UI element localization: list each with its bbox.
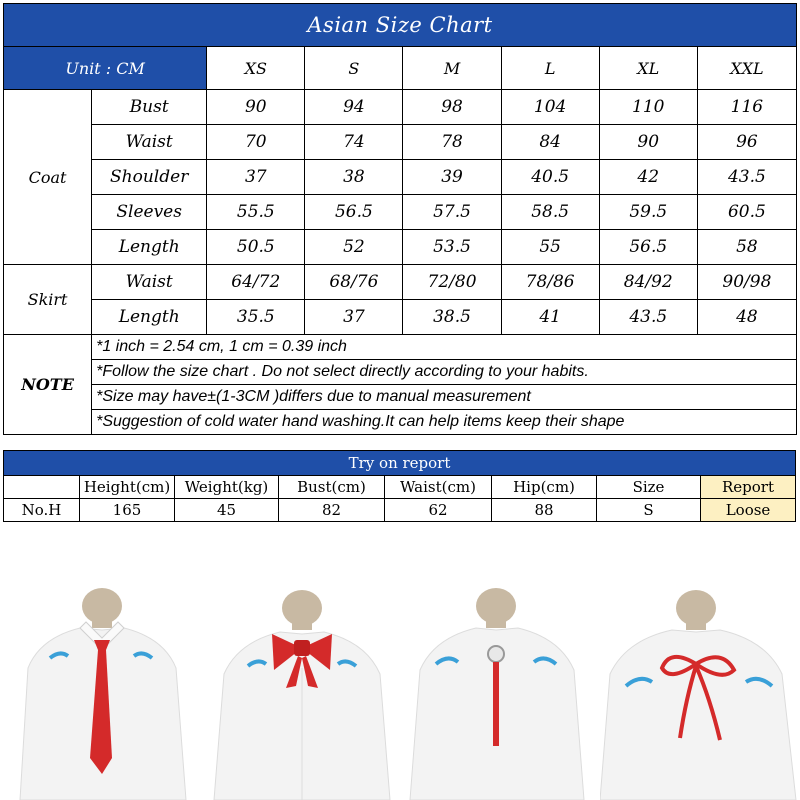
cell-value: 48 <box>697 300 796 335</box>
cell-value: 58 <box>697 230 796 265</box>
row-label: Shoulder <box>92 160 207 195</box>
cell-value: 43.5 <box>599 300 697 335</box>
cell-value: 38.5 <box>403 300 501 335</box>
shirt-with-necktie-icon <box>0 578 200 800</box>
product-photo-necktie <box>0 578 200 800</box>
column-header <box>4 476 80 499</box>
cell-value: 56.5 <box>599 230 697 265</box>
cell-value: 70 <box>207 125 305 160</box>
cell-value: 74 <box>305 125 403 160</box>
cell-value: 57.5 <box>403 195 501 230</box>
size-header: L <box>501 47 599 90</box>
shirt-with-ribbon-bow-icon <box>600 578 800 800</box>
cell-value: 41 <box>501 300 599 335</box>
cell-value: 104 <box>501 90 599 125</box>
cell-value: S <box>597 499 701 522</box>
table-row <box>4 90 797 125</box>
cell-value: 82 <box>279 499 385 522</box>
row-label: Waist <box>92 265 207 300</box>
cell-value: 72/80 <box>403 265 501 300</box>
table-header-row <box>4 476 796 499</box>
cell-value: No.H <box>4 499 80 522</box>
cell-value: 50.5 <box>207 230 305 265</box>
cell-value: 64/72 <box>207 265 305 300</box>
column-header: Weight(kg) <box>175 476 279 499</box>
note-line: *Size may have±(1-3CM )differs due to manual measurement <box>92 385 797 410</box>
cell-value: 52 <box>305 230 403 265</box>
cell-value: 78 <box>403 125 501 160</box>
size-header: M <box>403 47 501 90</box>
note-label: NOTE <box>4 335 92 435</box>
product-photo-bow <box>200 578 400 800</box>
cell-value: 58.5 <box>501 195 599 230</box>
note-line: *Follow the size chart . Do not select directly according to your habits. <box>92 360 797 385</box>
cell-value: 53.5 <box>403 230 501 265</box>
cell-value: 96 <box>697 125 796 160</box>
cell-value: 90 <box>599 125 697 160</box>
size-chart-table <box>3 3 797 435</box>
unit-label: Unit : CM <box>4 47 207 90</box>
column-header: Bust(cm) <box>279 476 385 499</box>
column-header: Height(cm) <box>80 476 175 499</box>
size-header: S <box>305 47 403 90</box>
row-label: Sleeves <box>92 195 207 230</box>
cell-value-report: Loose <box>701 499 796 522</box>
cell-value: 68/76 <box>305 265 403 300</box>
size-header: XS <box>207 47 305 90</box>
row-label: Length <box>92 300 207 335</box>
try-on-report-table <box>3 450 796 522</box>
cell-value: 88 <box>492 499 597 522</box>
cell-value: 116 <box>697 90 796 125</box>
cell-value: 39 <box>403 160 501 195</box>
cell-value: 90/98 <box>697 265 796 300</box>
cell-value: 43.5 <box>697 160 796 195</box>
cell-value: 38 <box>305 160 403 195</box>
group-label-skirt: Skirt <box>4 265 92 335</box>
shirt-with-bow-icon <box>200 578 400 800</box>
note-line: *Suggestion of cold water hand washing.It can help items keep their shape <box>92 410 797 435</box>
shirt-with-bolo-tie-icon <box>400 578 600 800</box>
cell-value: 90 <box>207 90 305 125</box>
cell-value: 40.5 <box>501 160 599 195</box>
table-row <box>4 265 797 300</box>
row-label: Length <box>92 230 207 265</box>
size-header: XL <box>599 47 697 90</box>
column-header-report: Report <box>701 476 796 499</box>
table-row <box>4 160 797 195</box>
cell-value: 55 <box>501 230 599 265</box>
cell-value: 78/86 <box>501 265 599 300</box>
column-header: Hip(cm) <box>492 476 597 499</box>
group-label-coat: Coat <box>4 90 92 265</box>
cell-value: 62 <box>385 499 492 522</box>
cell-value: 84/92 <box>599 265 697 300</box>
row-label: Bust <box>92 90 207 125</box>
cell-value: 94 <box>305 90 403 125</box>
cell-value: 37 <box>207 160 305 195</box>
row-label: Waist <box>92 125 207 160</box>
cell-value: 45 <box>175 499 279 522</box>
cell-value: 42 <box>599 160 697 195</box>
cell-value: 56.5 <box>305 195 403 230</box>
cell-value: 37 <box>305 300 403 335</box>
cell-value: 110 <box>599 90 697 125</box>
table-row <box>4 230 797 265</box>
table-row <box>4 125 797 160</box>
note-line: *1 inch = 2.54 cm, 1 cm = 0.39 inch <box>92 335 797 360</box>
cell-value: 98 <box>403 90 501 125</box>
cell-value: 35.5 <box>207 300 305 335</box>
table-row <box>4 300 797 335</box>
cell-value: 165 <box>80 499 175 522</box>
product-photo-bolo-tie <box>400 578 600 800</box>
column-header: Waist(cm) <box>385 476 492 499</box>
table-row <box>4 195 797 230</box>
cell-value: 60.5 <box>697 195 796 230</box>
column-header: Size <box>597 476 701 499</box>
product-photo-ribbon <box>600 578 800 800</box>
size-chart-title: Asian Size Chart <box>4 4 797 47</box>
cell-value: 59.5 <box>599 195 697 230</box>
try-on-report-title: Try on report <box>4 451 796 476</box>
table-row <box>4 499 796 522</box>
cell-value: 84 <box>501 125 599 160</box>
size-header: XXL <box>697 47 796 90</box>
cell-value: 55.5 <box>207 195 305 230</box>
